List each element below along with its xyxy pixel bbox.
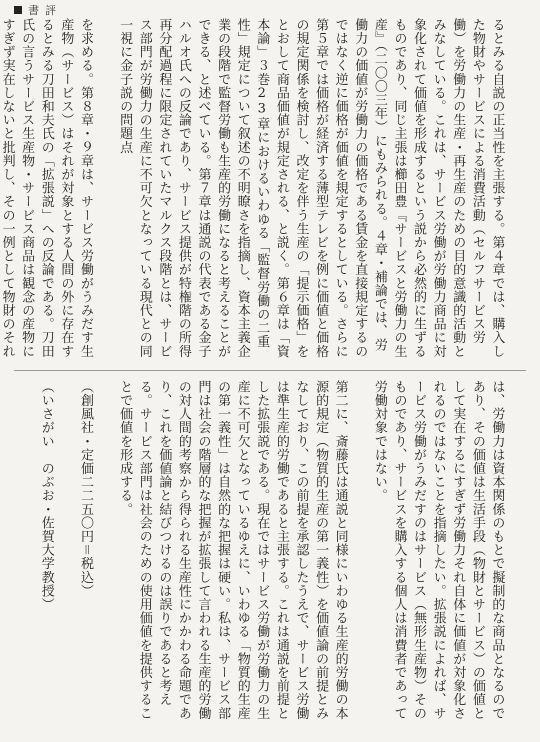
publisher-price: （創風社・定価二二五〇円＝税込） (77, 380, 93, 598)
bottom-right-paragraph: は、労働力は資本関係のもとで擬制的な商品となるのであり、その価値は生活手段（物財とサービス）の価値として実在するにすぎず労働力それ自体に価値が対象化されるのではないことを指摘したい。拡張説によれば、サービス労働がうみだすのはサービス（無形生産物）そのものであり、サービスを購入する個人は消費者であって労働対象ではない。 (371, 380, 505, 720)
section-divider (14, 370, 526, 371)
header-title: 書評 (28, 4, 62, 17)
top-text-block (0, 18, 526, 360)
page-header (14, 2, 62, 18)
bottom-text-block (14, 380, 526, 732)
top-right-paragraph: るとみる自説の正当性を主張する。第４章では、購入した物財やサービスによる消費活動（セルフサービス労働）を労働力の生産・再生産のための目的意識的活動とみなしている。これは、サービス労働が労働力商品に対象化されて価値を形成するという説から必然的に生ずるものであり、同じ主張は櫛田豊『サービスと労働力の生産』（二〇〇三年）にもみられる。４章・補論では、労働力の価値が労働力の価格である賃金を直接規定するのではなく逆に価格が価値を規定するとしている。さらに第５章では価格が経済する薄型テレビを例に価値と価格の規定関係を検討し、改定を伴う生産の「提示価格」をとおして商品価値が規定される、と説く。第６章は「資本論」３巻23章におけるいわゆる「監督労働の二重性」規定について叙述の不明瞭さを指摘し、資本主義企業の段階で監督労働も生産的労働になると考えることができる、と述べている。第７章は通説の代表である金子ハルオ氏への反論であり、サービス提供が特権階の所得再分配過程に限定されていたマルクス段階とは、サービス部門が労働力の生産に不可欠となっている現代との同一視に金子説の問題点 (117, 18, 505, 358)
top-paragraph-1: を求める。第８章・９章は、サービス労働がうみだす生産物（サービス）はそれが対象とする人間の外に存在するとみる刀田和夫氏の「拡張説」への反論である。刀田氏の言うサービス生産物・サービス商品は観念の産物にすぎず実在しないと批判し、その一例として物財のそれ (0, 18, 93, 358)
bottom-paragraph-1: 第二に、斎藤氏は通説と同様にいわゆる生産的労働の本源的規定（物質的生産の第一義性）を価値論の前提とみなしており、この前提を承認したうえで、サービス労働は準生産的労働であると主張する。これは通説を前提とした拡張説である。現在ではサービス労働が労働力の生産に不可欠となっているゆえに、いわゆる「物質的生産の第一義性」は自然的な把握は硬い。私は、サービス部門は社会の階層的な把握が拡張して言われる生産的労働の対人間的考察から得られる生産性にかかわる命題であり、これを価値論と結びつけるのは誤りであると考える。サービス部門は社会のための使用価値を提供することで価値を形成する。 (117, 380, 348, 720)
reviewer-signature: （いさがい のぶお・佐賀大学教授） (38, 380, 54, 612)
section-mark-icon (14, 6, 22, 14)
